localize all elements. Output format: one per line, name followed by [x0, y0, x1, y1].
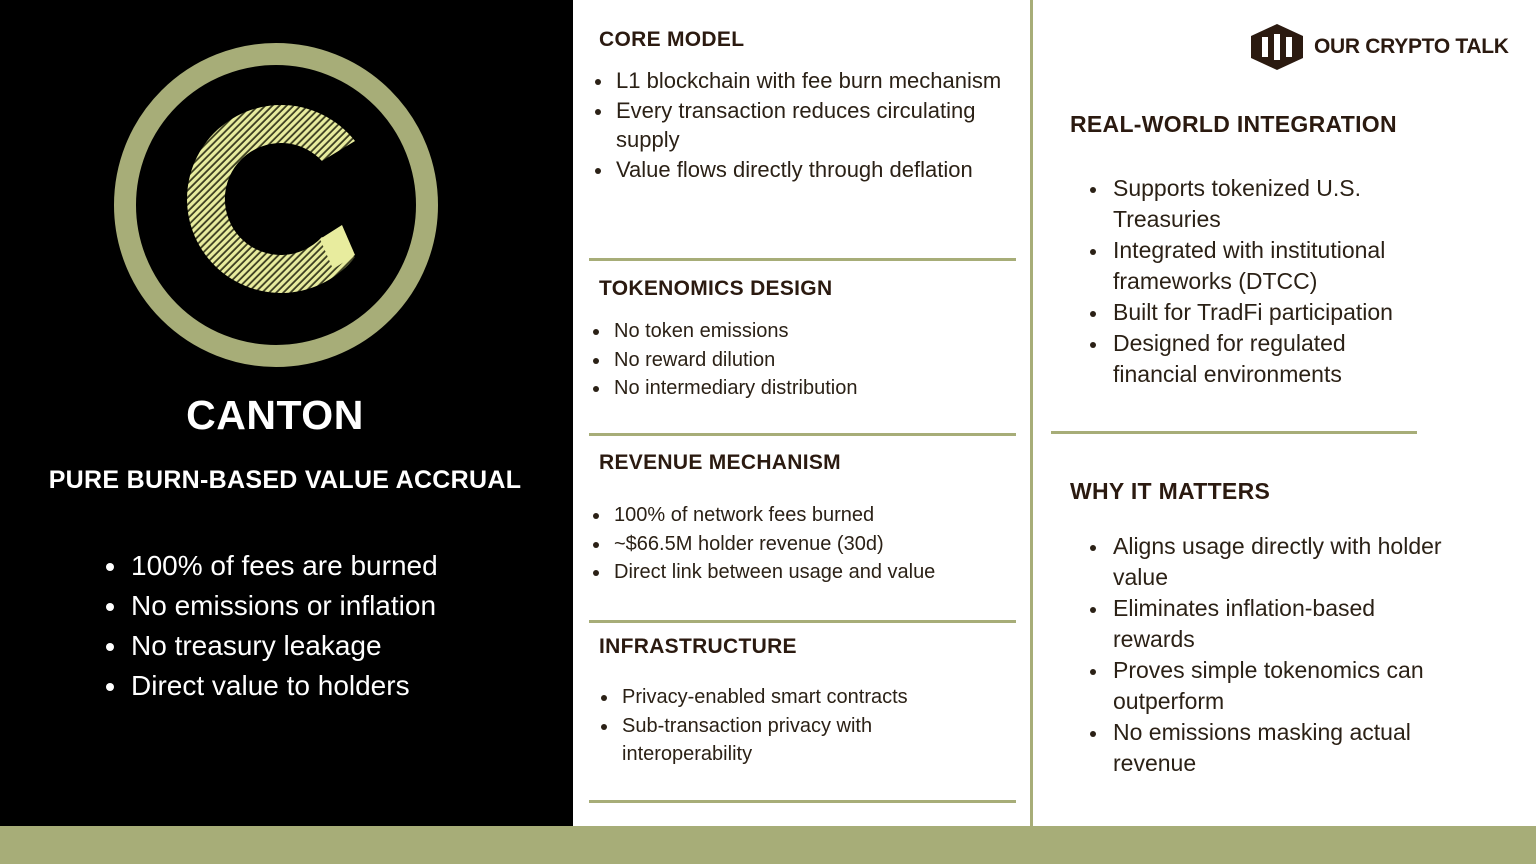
list-item: No reward dilution	[592, 346, 1012, 375]
tokenomics-list	[592, 317, 1012, 403]
list-item: Supports tokenized U.S. Treasuries	[1089, 173, 1429, 235]
list-item: ~$66.5M holder revenue (30d)	[592, 530, 1012, 559]
footer-bar	[0, 826, 1536, 864]
left-bullet-list	[104, 546, 438, 706]
list-item: Every transaction reduces circulating supply	[594, 96, 1014, 155]
canton-c-icon	[112, 41, 440, 369]
why-title: WHY IT MATTERS	[1070, 478, 1271, 504]
list-item: Aligns usage directly with holder value	[1089, 531, 1459, 593]
list-item: Sub-transaction privacy with interoperability	[600, 712, 1000, 769]
section-divider	[589, 258, 1016, 261]
section-divider	[589, 433, 1016, 436]
section-divider	[589, 620, 1016, 623]
list-item: No token emissions	[592, 317, 1012, 346]
page-subtitle: PURE BURN-BASED VALUE ACCRUAL	[48, 466, 522, 494]
infrastructure-list	[600, 683, 1000, 769]
real-world-list	[1089, 173, 1429, 390]
list-item: No emissions masking actual revenue	[1089, 717, 1459, 779]
core-model-title: CORE MODEL	[599, 28, 745, 51]
list-item: Eliminates inflation-based rewards	[1089, 593, 1459, 655]
ocl-hexagon-logo-icon	[1248, 22, 1306, 72]
revenue-title: REVENUE MECHANISM	[599, 451, 841, 474]
tokenomics-title: TOKENOMICS DESIGN	[599, 277, 833, 300]
core-model-list	[594, 66, 1014, 184]
list-item: No emissions or inflation	[104, 586, 438, 626]
list-item: 100% of network fees burned	[592, 501, 1012, 530]
real-world-title: REAL-WORLD INTEGRATION	[1070, 111, 1397, 137]
why-list	[1089, 531, 1459, 779]
left-panel	[0, 0, 573, 826]
list-item: Integrated with institutional frameworks (DTCC)	[1089, 235, 1429, 297]
canton-logo	[112, 41, 440, 369]
list-item: Privacy-enabled smart contracts	[600, 683, 1000, 712]
column-divider	[1030, 0, 1033, 826]
brand-logo	[1248, 22, 1509, 72]
list-item: Proves simple tokenomics can outperform	[1089, 655, 1459, 717]
page-title: CANTON	[186, 392, 364, 438]
infrastructure-title: INFRASTRUCTURE	[599, 635, 797, 658]
list-item: Direct value to holders	[104, 666, 438, 706]
list-item: Value flows directly through deflation	[594, 155, 1014, 185]
list-item: No intermediary distribution	[592, 374, 1012, 403]
list-item: No treasury leakage	[104, 626, 438, 666]
revenue-list	[592, 501, 1012, 587]
section-divider	[589, 800, 1016, 803]
list-item: Built for TradFi participation	[1089, 297, 1429, 328]
list-item: L1 blockchain with fee burn mechanism	[594, 66, 1014, 96]
list-item: Direct link between usage and value	[592, 558, 1012, 587]
section-divider	[1051, 431, 1417, 434]
list-item: 100% of fees are burned	[104, 546, 438, 586]
list-item: Designed for regulated financial environments	[1089, 328, 1429, 390]
brand-name: OUR CRYPTO TALK	[1314, 35, 1509, 58]
